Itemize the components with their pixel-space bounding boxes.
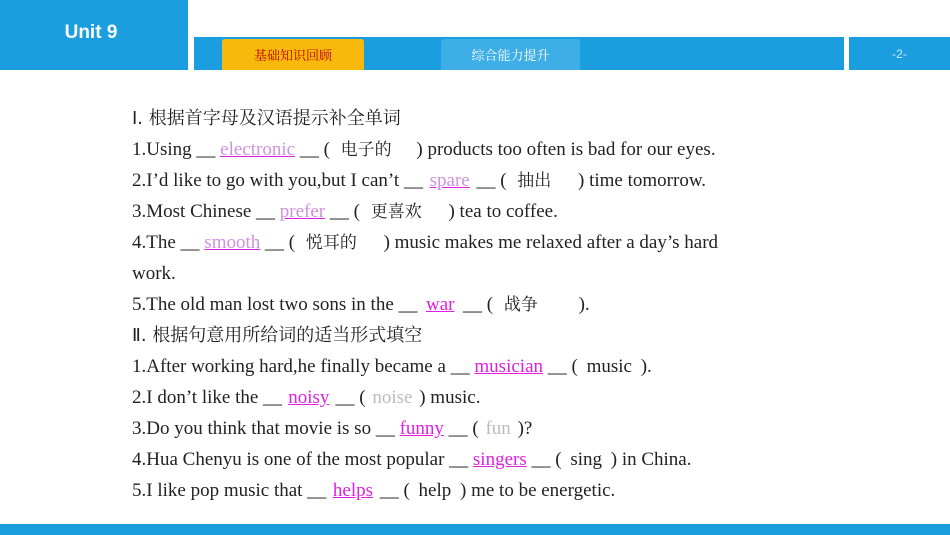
section1-item-1 bbox=[132, 134, 852, 165]
item-suffix: ) music. bbox=[419, 387, 481, 408]
item-prefix: 1.Using __ bbox=[132, 139, 216, 160]
section2-item-1 bbox=[132, 351, 852, 382]
section2-item-4 bbox=[132, 444, 852, 475]
item-suffix: ) time tomorrow. bbox=[578, 170, 707, 191]
item-mid: __ ( bbox=[329, 201, 360, 222]
hint: help bbox=[418, 480, 452, 501]
item-mid: __ ( bbox=[265, 232, 296, 253]
unit-title-box bbox=[0, 0, 188, 70]
section1-item-4 bbox=[132, 227, 852, 258]
item-suffix: ). bbox=[640, 356, 652, 377]
answer: helps bbox=[332, 480, 373, 501]
page-number: -2- bbox=[892, 46, 907, 61]
hint: 电子的 bbox=[340, 140, 392, 160]
item-prefix: 5.The old man lost two sons in the __ bbox=[132, 294, 418, 315]
item-mid: __ ( bbox=[547, 356, 578, 377]
unit-title: Unit 9 bbox=[64, 22, 118, 43]
section1-item-4-continuation: work. bbox=[132, 263, 176, 284]
section2-item-5 bbox=[132, 475, 852, 506]
answer: smooth bbox=[204, 232, 261, 253]
answer: electronic bbox=[220, 139, 296, 160]
section1-item-3 bbox=[132, 196, 852, 227]
item-mid: __ ( bbox=[299, 139, 330, 160]
section1-item-2 bbox=[132, 165, 852, 196]
item-prefix: 3.Do you think that movie is so __ bbox=[132, 418, 395, 439]
tab-basic-knowledge[interactable]: 基础知识回顾 bbox=[222, 39, 364, 70]
hint: sing bbox=[570, 449, 602, 470]
hint: music bbox=[586, 356, 632, 377]
item-prefix: 3.Most Chinese __ bbox=[132, 201, 276, 222]
answer: noisy bbox=[288, 387, 330, 408]
item-prefix: 4.Hua Chenyu is one of the most popular __ bbox=[132, 449, 469, 470]
section2-item-2 bbox=[132, 382, 852, 413]
item-mid: __ ( bbox=[448, 418, 479, 439]
exercise-content bbox=[132, 103, 852, 506]
page-number-box bbox=[849, 37, 950, 70]
item-prefix: 2.I’d like to go with you,but I can’t __ bbox=[132, 170, 423, 191]
item-suffix: ) music makes me relaxed after a day’s hard bbox=[383, 232, 719, 253]
answer: singers bbox=[472, 449, 527, 470]
answer: spare bbox=[429, 170, 470, 191]
item-mid: __ ( bbox=[531, 449, 562, 470]
item-suffix: ) in China. bbox=[610, 449, 692, 470]
footer-bar bbox=[0, 524, 950, 535]
item-prefix: 4.The __ bbox=[132, 232, 200, 253]
section1-heading: Ⅰ. 根据首字母及汉语提示补全单词 bbox=[132, 108, 401, 129]
item-mid: __ ( bbox=[335, 387, 366, 408]
item-mid: __ ( bbox=[463, 294, 494, 315]
item-prefix: 1.After working hard,he finally became a __ bbox=[132, 356, 470, 377]
item-suffix: ). bbox=[578, 294, 590, 315]
item-prefix: 2.I don’t like the __ bbox=[132, 387, 283, 408]
hint: 悦耳的 bbox=[305, 233, 357, 253]
hint: fun bbox=[485, 418, 511, 439]
item-suffix: )? bbox=[517, 418, 533, 439]
item-suffix: ) products too often is bad for our eyes. bbox=[416, 139, 716, 160]
hint: 战争 bbox=[503, 295, 538, 315]
item-prefix: 5.I like pop music that __ bbox=[132, 480, 327, 501]
answer: funny bbox=[399, 418, 444, 439]
answer: musician bbox=[474, 356, 544, 377]
section2-heading: Ⅱ. 根据句意用所给词的适当形式填空 bbox=[132, 325, 423, 346]
item-suffix: ) me to be energetic. bbox=[460, 480, 616, 501]
hint: 更喜欢 bbox=[370, 202, 422, 222]
item-mid: __ ( bbox=[476, 170, 507, 191]
tab-comprehensive-ability[interactable]: 综合能力提升 bbox=[441, 39, 580, 70]
section1-item-5 bbox=[132, 289, 852, 320]
hint: 抽出 bbox=[517, 171, 552, 191]
section2-item-3 bbox=[132, 413, 852, 444]
item-mid: __ ( bbox=[379, 480, 410, 501]
item-suffix: ) tea to coffee. bbox=[448, 201, 558, 222]
hint: noise bbox=[372, 387, 413, 408]
answer: prefer bbox=[279, 201, 326, 222]
answer: war bbox=[426, 294, 455, 315]
